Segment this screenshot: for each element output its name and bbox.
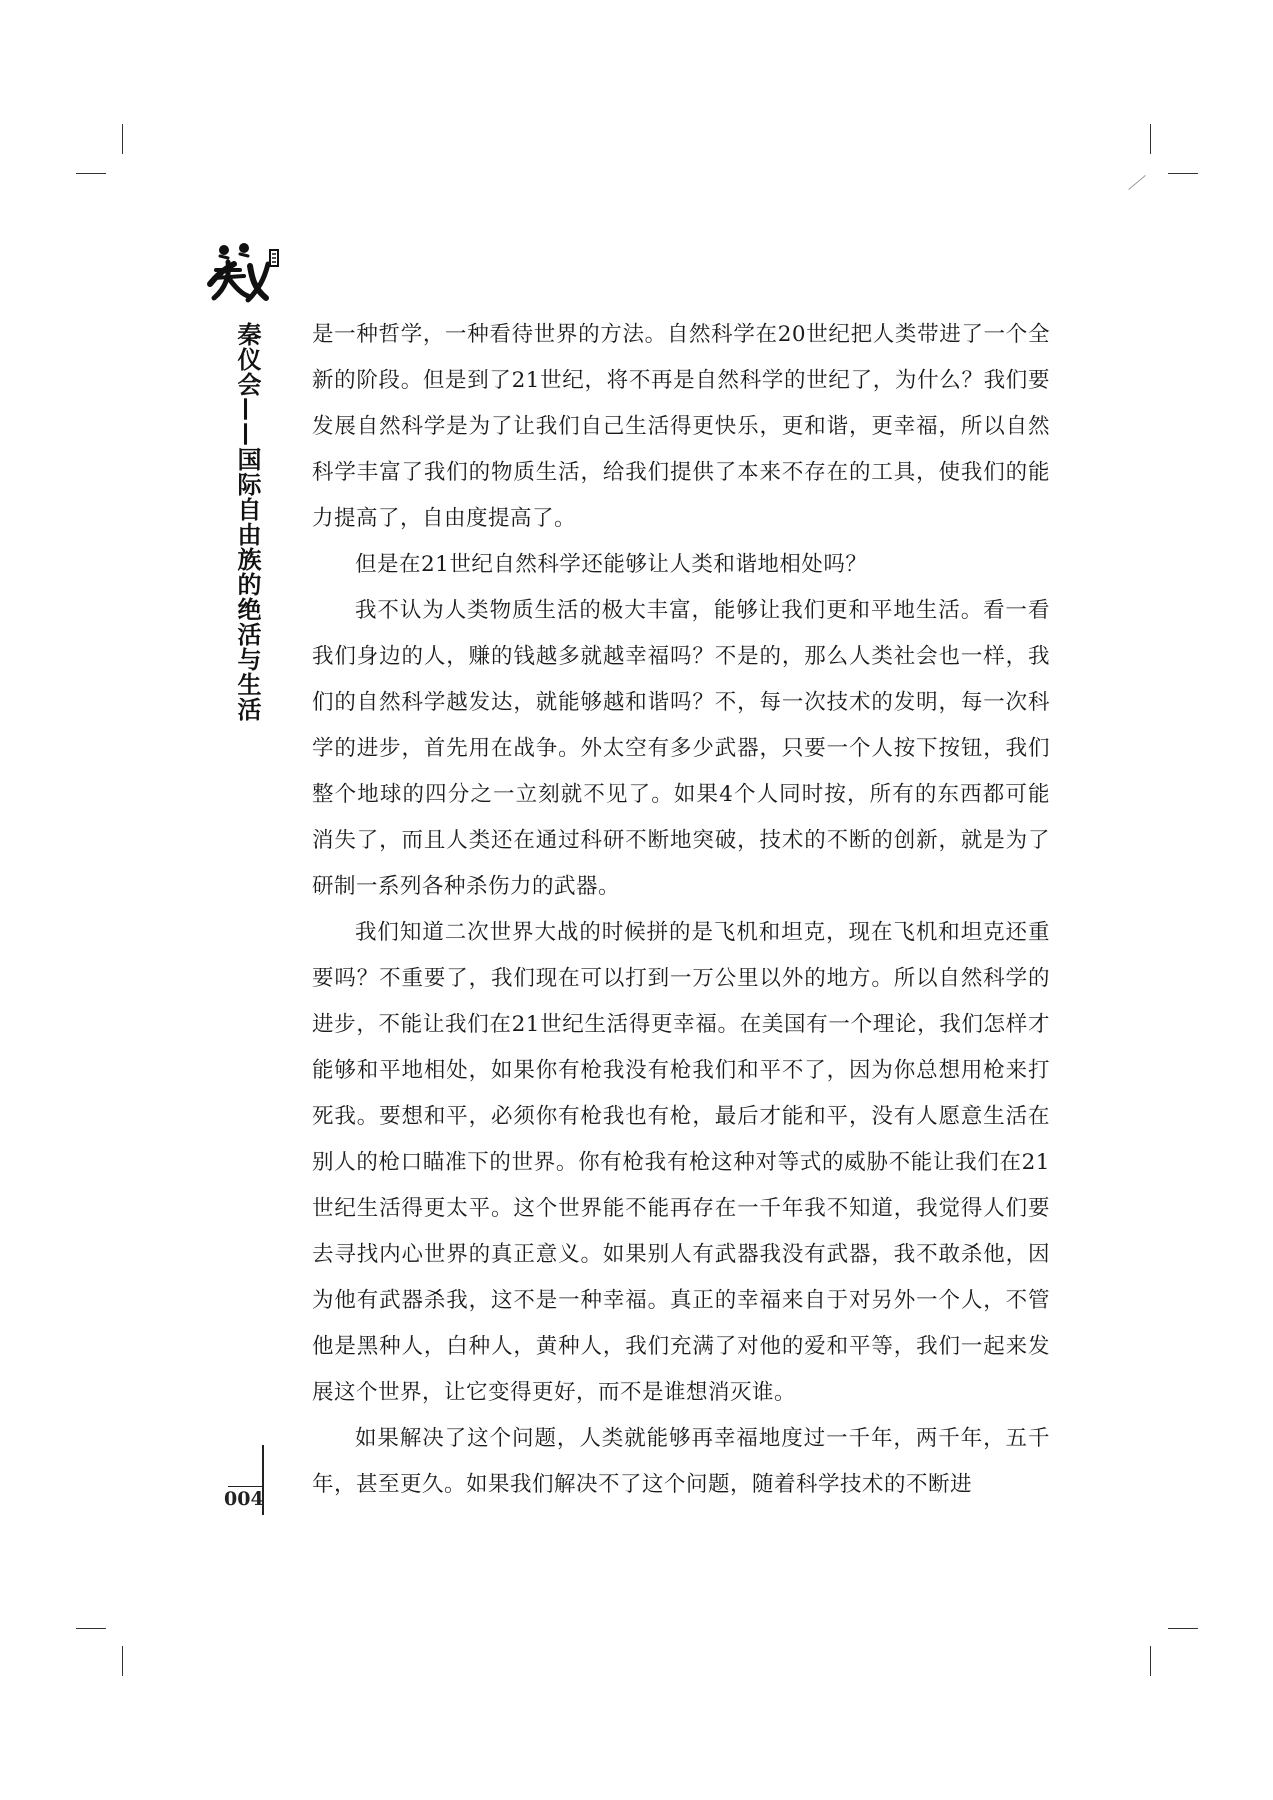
scan-speck: [1128, 175, 1145, 190]
paragraph-5: 如果解决了这个问题，人类就能够再幸福地度过一千年，两千年，五千年，甚至更久。如果我们解决不了这个问题，随着科学技术的不断进: [312, 1426, 1050, 1497]
crop-mark-bottom-right-vertical: [1150, 1646, 1151, 1676]
qinyi-logo-icon: [204, 240, 280, 304]
page-number: 004: [224, 1488, 264, 1510]
crop-mark-top-right-vertical: [1150, 124, 1151, 154]
folio-rule-horizontal: [228, 1486, 264, 1487]
crop-mark-bottom-left-horizontal: [76, 1628, 106, 1629]
crop-mark-top-right-horizontal: [1168, 173, 1198, 174]
main-text: [312, 312, 1050, 1508]
side-book-title: 秦仪会——国际自由族的绝活与生活: [233, 322, 261, 722]
crop-mark-top-left-horizontal: [76, 173, 106, 174]
crop-mark-top-left-vertical: [122, 124, 123, 154]
crop-mark-bottom-right-horizontal: [1168, 1628, 1198, 1629]
paragraph-4: 我们知道二次世界大战的时候拼的是飞机和坦克，现在飞机和坦克还重要吗？不重要了，我们现在可以打到一万公里以外的地方。所以自然科学的进步，不能让我们在21世纪生活得更幸福。在美国有一个理论，我们怎样才能够和平地相处，如果你有枪我没有枪我们和平不了，因为你总想用枪来打死我。要想和平，必须你有枪我也有枪，最后才能和平，没有人愿意生活在别人的枪口瞄准下的世界。你有枪我有枪这种对等式的威胁不能让我们在21世纪生活得更太平。这个世界能不能再存在一千年我不知道，我觉得人们要去寻找内心世界的真正意义。如果别人有武器我没有武器，我不敢杀他，因为他有武器杀我，这不是一种幸福。真正的幸福来自于对另外一个人，不管他是黑种人，白种人，黄种人，我们充满了对他的爱和平等，我们一起来发展这个世界，让它变得更好，而不是谁想消灭谁。: [312, 920, 1050, 1405]
paragraph-3: 我不认为人类物质生活的极大丰富，能够让我们更和平地生活。看一看我们身边的人，赚的钱越多就越幸福吗？不是的，那么人类社会也一样，我们的自然科学越发达，就能够越和谐吗？不，每一次技术的发明，每一次科学的进步，首先用在战争。外太空有多少武器，只要一个人按下按钮，我们整个地球的四分之一立刻就不见了。如果4个人同时按，所有的东西都可能消失了，而且人类还在通过科研不断地突破，技术的不断的创新，就是为了研制一系列各种杀伤力的武器。: [312, 598, 1050, 899]
paragraph-2: 但是在21世纪自然科学还能够让人类和谐地相处吗？: [355, 552, 868, 577]
paragraph-1: 是一种哲学，一种看待世界的方法。自然科学在20世纪把人类带进了一个全新的阶段。但是到了21世纪，将不再是自然科学的世纪了，为什么？我们要发展自然科学是为了让我们自己生活得更快乐，更和谐，更幸福，所以自然科学丰富了我们的物质生活，给我们提供了本来不存在的工具，使我们的能力提高了，自由度提高了。: [312, 322, 1050, 531]
crop-mark-bottom-left-vertical: [122, 1646, 123, 1676]
